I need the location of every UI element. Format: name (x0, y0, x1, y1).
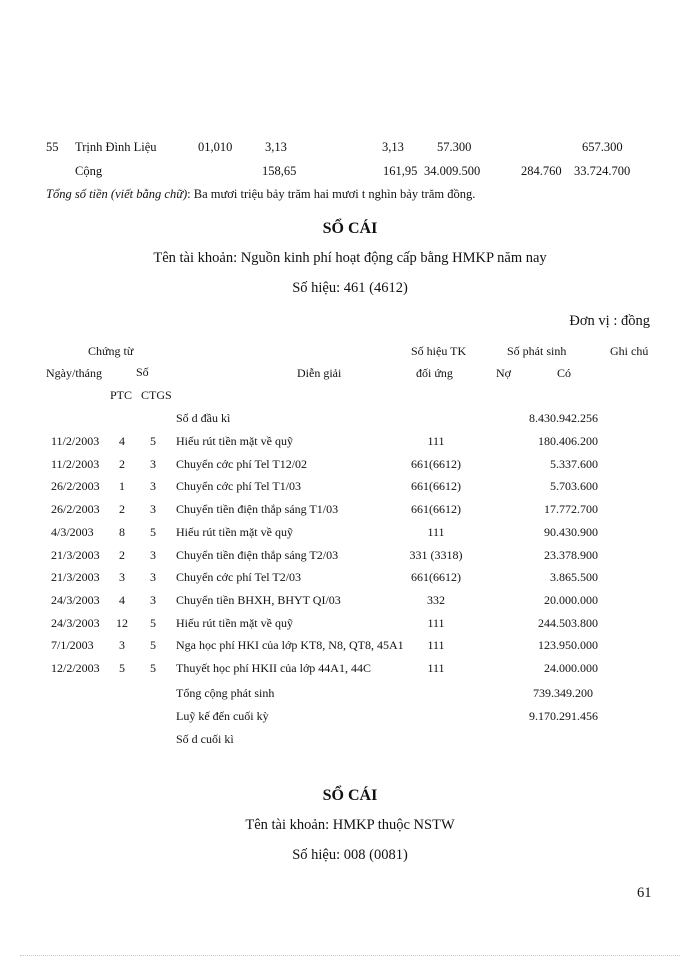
row-ptc: 4 (119, 434, 125, 448)
row-ctgs: 3 (150, 457, 156, 471)
header-ptc: PTC (110, 388, 133, 402)
row-ctgs: 3 (150, 479, 156, 493)
header-dien-giai: Diễn giải (297, 366, 342, 380)
row-date: 21/3/2003 (51, 570, 100, 584)
row-code: 01,010 (198, 140, 233, 154)
row-account: 661(6612) (411, 479, 461, 493)
row-ctgs: 3 (150, 593, 156, 607)
ledger2-account-number: Số hiệu: 008 (0081) (292, 847, 408, 863)
row-ctgs: 3 (150, 502, 156, 516)
row-account: 332 (427, 593, 445, 607)
row-date: 24/3/2003 (51, 616, 100, 630)
row-ptc: 8 (119, 525, 125, 539)
page-divider (20, 955, 680, 956)
row-ctgs: 5 (150, 525, 156, 539)
ledger2-title: SỔ CÁI (322, 787, 378, 804)
header-co: Có (557, 366, 572, 380)
row-description: Chuyển tiền điện thắp sáng T1/03 (176, 502, 339, 516)
header-ghi-chu: Ghi chú (610, 344, 649, 358)
header-tk-line1: Số hiệu TK (411, 344, 467, 358)
row-description: Nga học phí HKI của lớp KT8, N8, QT8, 45A1 (176, 638, 404, 652)
row-ptc: 12 (116, 616, 128, 630)
row-date: 26/2/2003 (51, 502, 100, 516)
row-credit: 3.865.500 (550, 570, 598, 584)
opening-label: Số d đầu kì (176, 411, 231, 425)
row-ptc: 2 (119, 502, 125, 516)
currency-unit: Đơn vị : đồng (569, 313, 650, 329)
row-description: Hiếu rút tiền mặt về quỹ (176, 434, 293, 448)
header-no: Nợ (496, 366, 512, 380)
row-description: Chuyển tiền BHXH, BHYT QI/03 (176, 593, 341, 607)
cumulative-amount: 9.170.291.456 (529, 709, 598, 723)
row-credit: 5.703.600 (550, 479, 598, 493)
sum-amount-1: 34.009.500 (424, 164, 481, 178)
row-date: 4/3/2003 (51, 525, 94, 539)
row-ptc: 3 (119, 570, 125, 584)
cumulative-label: Luỹ kế đến cuối kỳ (176, 709, 269, 723)
account-number: Số hiệu: 461 (4612) (292, 280, 408, 296)
row-account: 111 (427, 661, 445, 675)
account-name: Tên tài khoản: Nguồn kinh phí hoạt động cấp bằng HMKP năm nay (153, 250, 547, 266)
row-account: 111 (427, 434, 445, 448)
sum-amount-3: 33.724.700 (574, 164, 631, 178)
row-ctgs: 5 (150, 638, 156, 652)
total-words-label: Tổng số tiền (viết bằng chữ) (46, 187, 188, 201)
row-ctgs: 5 (150, 616, 156, 630)
row-ptc: 4 (119, 593, 125, 607)
row-ptc: 3 (119, 638, 125, 652)
row-description: Thuyết học phí HKII của lớp 44A1, 44C (176, 661, 371, 675)
sum-amount-2: 284.760 (521, 164, 562, 178)
sum-label: Cộng (75, 164, 103, 178)
row-description: Hiếu rút tiền mặt về quỹ (176, 616, 293, 630)
row-account: 661(6612) (411, 457, 461, 471)
row-date: 7/1/2003 (51, 638, 94, 652)
row-ctgs: 5 (150, 434, 156, 448)
total-words-text: : Ba mươi triệu bảy trăm hai mươi t nghìn bảy trăm đồng. (187, 187, 476, 201)
row-ctgs: 5 (150, 661, 156, 675)
total-label: Tổng cộng phát sinh (176, 686, 275, 700)
total-in-words (46, 187, 475, 202)
row-ctgs: 3 (150, 548, 156, 562)
header-ngay-thang: Ngày/tháng (46, 366, 102, 380)
row-credit: 17.772.700 (544, 502, 598, 516)
row-stt: 55 (46, 140, 59, 154)
row-date: 26/2/2003 (51, 479, 100, 493)
row-credit: 180.406.200 (538, 434, 598, 448)
row-date: 12/2/2003 (51, 661, 100, 675)
row-account: 111 (427, 616, 445, 630)
row-description: Hiếu rút tiền mặt về quỹ (176, 525, 293, 539)
row-value-2: 3,13 (382, 140, 404, 154)
row-date: 21/3/2003 (51, 548, 100, 562)
row-account: 661(6612) (411, 502, 461, 516)
row-description: Chuyển cớc phí Tel T1/03 (176, 479, 302, 493)
row-date: 11/2/2003 (51, 457, 100, 471)
row-ctgs: 3 (150, 570, 156, 584)
header-phat-sinh: Số phát sinh (507, 344, 567, 358)
sum-value-1: 158,65 (262, 164, 297, 178)
row-account: 331 (3318) (409, 548, 463, 562)
row-account: 111 (427, 525, 445, 539)
row-value-1: 3,13 (265, 140, 287, 154)
closing-label: Số d cuối kì (176, 732, 234, 746)
header-so: Số (136, 365, 149, 379)
row-credit: 23.378.900 (544, 548, 598, 562)
row-date: 24/3/2003 (51, 593, 100, 607)
row-date: 11/2/2003 (51, 434, 100, 448)
row-ptc: 2 (119, 457, 125, 471)
total-amount: 739.349.200 (533, 686, 593, 700)
opening-amount: 8.430.942.256 (529, 411, 598, 425)
row-amount-1: 57.300 (437, 140, 472, 154)
row-ptc: 2 (119, 548, 125, 562)
row-credit: 20.000.000 (544, 593, 598, 607)
row-credit: 5.337.600 (550, 457, 598, 471)
row-description: Chuyển cớc phí Tel T12/02 (176, 457, 308, 471)
row-ptc: 1 (119, 479, 125, 493)
page-number: 61 (637, 885, 652, 901)
header-chung-tu: Chứng từ (88, 344, 134, 358)
row-account: 111 (427, 638, 445, 652)
row-credit: 90.430.900 (544, 525, 598, 539)
row-amount-2: 657.300 (582, 140, 623, 154)
row-credit: 123.950.000 (538, 638, 598, 652)
sum-value-2: 161,95 (383, 164, 418, 178)
row-ptc: 5 (119, 661, 125, 675)
row-account: 661(6612) (411, 570, 461, 584)
row-credit: 244.503.800 (538, 616, 598, 630)
row-name: Trịnh Đình Liệu (75, 140, 157, 154)
row-description: Chuyển tiền điện thắp sáng T2/03 (176, 548, 339, 562)
ledger-title: SỔ CÁI (322, 220, 378, 237)
row-description: Chuyển cớc phí Tel T2/03 (176, 570, 302, 584)
row-credit: 24.000.000 (544, 661, 598, 675)
ledger2-account-name: Tên tài khoản: HMKP thuộc NSTW (245, 817, 455, 833)
header-tk-line2: đối ứng (416, 366, 453, 380)
header-ctgs: CTGS (141, 388, 172, 402)
